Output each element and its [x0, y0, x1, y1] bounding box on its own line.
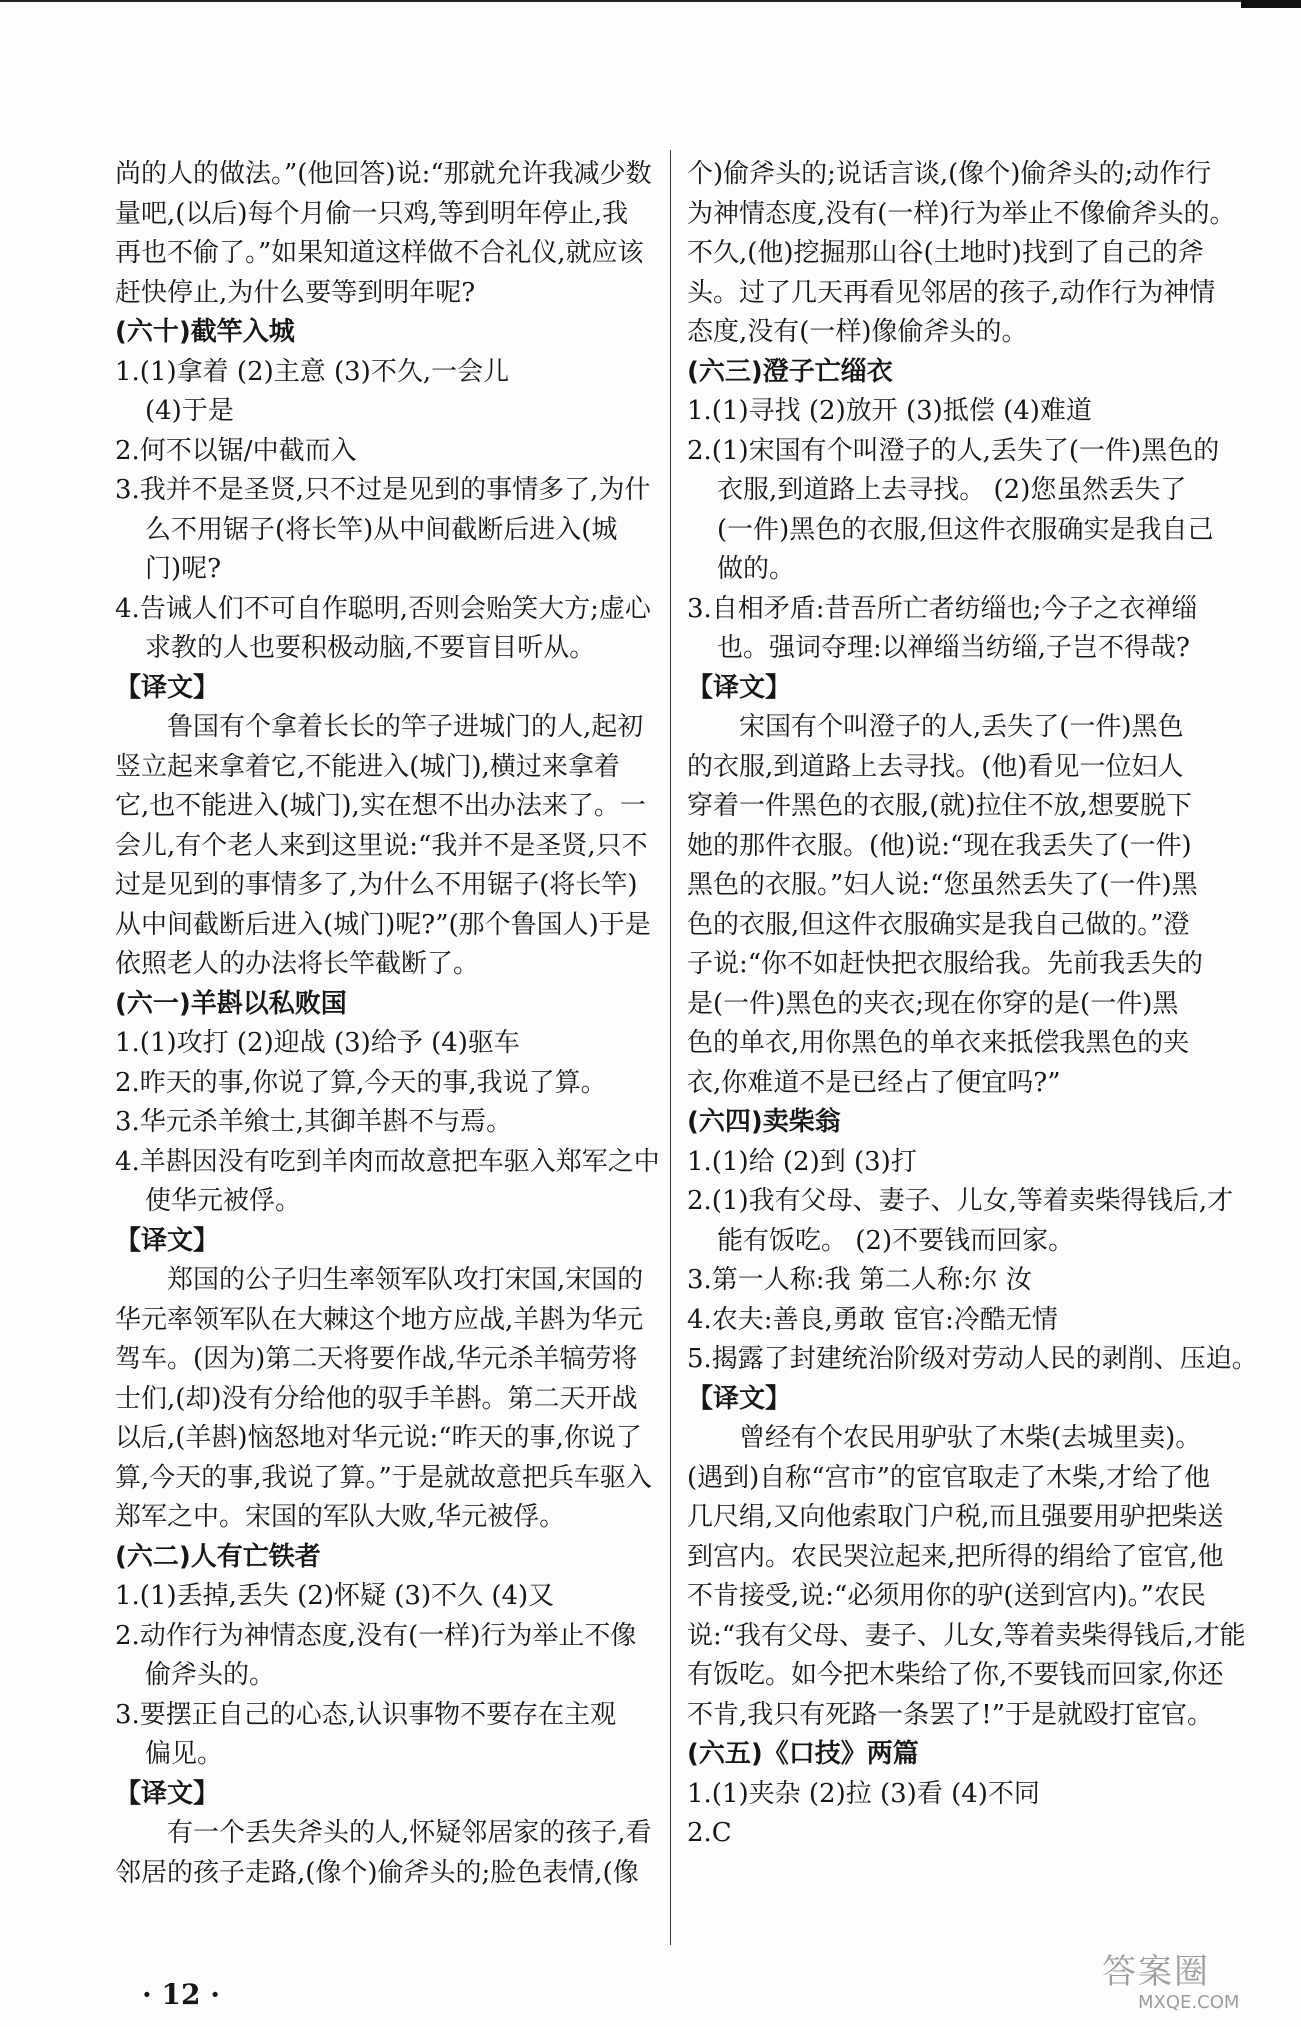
text-line: 曾经有个农民用驴驮了木柴(去城里卖)。 — [739, 1423, 1202, 1453]
text-line: 以后,(羊斟)恼怒地对华元说:“昨天的事,你说了 — [115, 1423, 642, 1453]
text-line: 2.(1)我有父母、妻子、儿女,等着卖柴得钱后,才 — [687, 1186, 1234, 1216]
text-line: 不肯接受,说:“必须用你的驴(送到宫内)。”农民 — [687, 1581, 1206, 1611]
text-line: 3.要摆正自己的心态,认识事物不要存在主观 — [115, 1699, 617, 1730]
text-line: 3.我并不是圣贤,只不过是见到的事情多了,为什 — [115, 475, 651, 505]
watermark-logo: 答案圈 — [1102, 1952, 1210, 1992]
page-number: · 12 · — [142, 1978, 220, 2011]
text-line: 竖立起来拿着它,不能进入(城门),横过来拿着 — [115, 751, 620, 782]
text-line: 也。强词夺理:以禅缁当纺缁,子岂不得哉? — [717, 633, 1190, 663]
text-line: 态度,没有(一样)像偷斧头的。 — [687, 317, 1028, 347]
section-heading: 【译文】 — [115, 1778, 220, 1809]
text-line: 算,今天的事,我说了算。”于是就故意把兵车驱入 — [115, 1462, 652, 1493]
text-line: 求教的人也要积极动脑,不要盲目听从。 — [145, 633, 596, 663]
text-line: 邻居的孩子走路,(像个)偷斧头的;脸色表情,(像 — [115, 1857, 639, 1888]
text-line: 2.何不以锯/中截而入 — [115, 435, 357, 466]
text-line: 1.(1)给 (2)到 (3)打 — [687, 1146, 917, 1177]
text-line: 有饭吃。如今把木柴给了你,不要钱而回家,你还 — [687, 1660, 1224, 1690]
text-line: 华元率领军队在大棘这个地方应战,羊斟为华元 — [115, 1304, 644, 1335]
text-line: 偷斧头的。 — [145, 1660, 276, 1690]
text-line: 3.华元杀羊飨士,其御羊斟不与焉。 — [115, 1107, 513, 1137]
text-line: (遇到)自称“宫市”的宦官取走了木柴,才给了他 — [687, 1462, 1211, 1493]
text-line: 是(一件)黑色的夹衣;现在你穿的是(一件)黑 — [687, 988, 1179, 1019]
text-line: 3.第一人称:我 第二人称:尔 汝 — [687, 1265, 1032, 1295]
text-line: 偏见。 — [145, 1739, 224, 1769]
text-line: 2.动作行为神情态度,没有(一样)行为举止不像 — [115, 1620, 637, 1651]
section-heading: 【译文】 — [687, 1383, 792, 1414]
section-heading: (六四)卖柴翁 — [687, 1107, 841, 1137]
text-line: 有一个丢失斧头的人,怀疑邻居家的孩子,看 — [167, 1818, 652, 1848]
text-line: 郑国的公子归生率领军队攻打宋国,宋国的 — [167, 1265, 644, 1295]
text-line: 3.自相矛盾:昔吾所亡者纺缁也;今子之衣禅缁 — [687, 593, 1198, 624]
text-line: 从中间截断后进入(城门)呢?”(那个鲁国人)于是 — [115, 909, 651, 940]
text-line: 色的单衣,用你黑色的单衣来抵偿我黑色的夹 — [687, 1028, 1190, 1058]
text-line: 4.农夫:善良,勇敢 宦官:冷酷无情 — [687, 1304, 1058, 1335]
text-line: 为神情态度,没有(一样)行为举止不像偷斧头的。 — [687, 198, 1236, 229]
text-line: 1.(1)攻打 (2)迎战 (3)给予 (4)驱车 — [115, 1028, 520, 1058]
text-line: 量吧,(以后)每个月偷一只鸡,等到明年停止,我 — [115, 198, 629, 229]
top-border — [0, 0, 1301, 2]
text-line: 1.(1)丢掉,丢失 (2)怀疑 (3)不久 (4)又 — [115, 1581, 555, 1611]
text-line: 不久,(他)挖掘那山谷(土地时)找到了自己的斧 — [687, 238, 1204, 268]
text-line: 5.揭露了封建统治阶级对劳动人民的剥削、压迫。 — [687, 1344, 1258, 1374]
text-line: 赶快停止,为什么要等到明年呢? — [115, 277, 476, 308]
text-line: 么不用锯子(将长竿)从中间截断后进入(城 — [145, 514, 618, 545]
text-line: 能有饭吃。 (2)不要钱而回家。 — [717, 1225, 1075, 1256]
text-line: 过是见到的事情多了,为什么不用锯子(将长竿) — [115, 870, 638, 900]
section-heading: (六一)羊斟以私败国 — [115, 988, 347, 1019]
watermark-url: MXQE.COM — [1138, 1992, 1240, 2013]
text-line: (一件)黑色的衣服,但这件衣服确实是我自己 — [717, 514, 1214, 545]
text-line: 她的那件衣服。(他)说:“现在我丢失了(一件) — [687, 830, 1192, 861]
text-line: 色的衣服,但这件衣服确实是我自己做的。”澄 — [687, 909, 1190, 940]
text-line: 子说:“你不如赶快把衣服给我。先前我丢失的 — [687, 949, 1204, 979]
section-heading: 【译文】 — [115, 1225, 220, 1256]
left-column — [115, 155, 670, 1893]
text-line: 会儿,有个老人来到这里说:“我并不是圣贤,只不 — [115, 830, 648, 861]
section-heading: (六二)人有亡铁者 — [115, 1541, 321, 1572]
text-line: 门)呢? — [145, 554, 222, 584]
text-line: 2.(1)宋国有个叫澄子的人,丢失了(一件)黑色的 — [687, 435, 1220, 466]
text-line: 它,也不能进入(城门),实在想不出办法来了。一 — [115, 791, 646, 821]
text-line: 黑色的衣服。”妇人说:“您虽然丢失了(一件)黑 — [687, 870, 1198, 900]
text-line: 几尺绢,又向他索取门户税,而且强要用驴把柴送 — [687, 1502, 1224, 1532]
section-heading: (六五)《口技》两篇 — [687, 1739, 919, 1769]
text-line: 使华元被俘。 — [145, 1186, 302, 1216]
section-heading: 【译文】 — [115, 672, 220, 703]
corner-mark — [1241, 0, 1301, 8]
text-line: 宋国有个叫澄子的人,丢失了(一件)黑色 — [739, 712, 1184, 742]
section-heading: (六三)澄子亡缁衣 — [687, 356, 893, 387]
text-line: 到宫内。农民哭泣起来,把所得的绢给了宦官,他 — [687, 1541, 1224, 1572]
section-heading: 【译文】 — [687, 672, 792, 703]
text-line: 的衣服,到道路上去寻找。(他)看见一位妇人 — [687, 751, 1184, 782]
text-line: 1.(1)夹杂 (2)拉 (3)看 (4)不同 — [687, 1778, 1040, 1809]
text-line: 个)偷斧头的;说话言谈,(像个)偷斧头的;动作行 — [687, 159, 1212, 189]
text-line: 头。过了几天再看见邻居的孩子,动作行为神情 — [687, 277, 1216, 308]
text-line: 说:“我有父母、妻子、儿女,等着卖柴得钱后,才能 — [687, 1620, 1246, 1651]
right-column — [687, 155, 1258, 1854]
text-line: 穿着一件黑色的衣服,(就)拉住不放,想要脱下 — [687, 791, 1192, 821]
text-line: 不肯,我只有死路一条罢了!”于是就殴打宦官。 — [687, 1699, 1214, 1730]
text-line: 2.昨天的事,你说了算,今天的事,我说了算。 — [115, 1067, 607, 1098]
text-line: 士们,(却)没有分给他的驭手羊斟。第二天开战 — [115, 1383, 638, 1414]
text-line: 尚的人的做法。”(他回答)说:“那就允许我减少数 — [115, 159, 652, 189]
text-line: 依照老人的办法将长竿截断了。 — [115, 949, 480, 979]
text-line: 郑军之中。宋国的军队大败,华元被俘。 — [115, 1502, 566, 1532]
text-line: 再也不偷了。”如果知道这样做不合礼仪,就应该 — [115, 238, 644, 268]
section-heading: (六十)截竿入城 — [115, 317, 295, 347]
text-line: 鲁国有个拿着长长的竿子进城门的人,起初 — [167, 712, 644, 742]
text-line: 2.C — [687, 1818, 732, 1848]
text-line: 驾车。(因为)第二天将要作战,华元杀羊犒劳将 — [115, 1344, 638, 1374]
text-line: 1.(1)拿着 (2)主意 (3)不久,一会儿 — [115, 356, 510, 387]
text-line: 1.(1)寻找 (2)放开 (3)抵偿 (4)难道 — [687, 396, 1092, 426]
text-line: 4.羊斟因没有吃到羊肉而故意把车驱入郑军之中 — [115, 1146, 660, 1177]
text-line: 衣,你难道不是已经占了便宜吗?” — [687, 1067, 1061, 1098]
text-line: 衣服,到道路上去寻找。 (2)您虽然丢失了 — [717, 475, 1187, 505]
text-line: 4.告诫人们不可自作聪明,否则会贻笑大方;虚心 — [115, 593, 651, 624]
text-line: 做的。 — [717, 554, 796, 584]
text-line: (4)于是 — [145, 396, 234, 426]
column-divider — [670, 150, 671, 1945]
